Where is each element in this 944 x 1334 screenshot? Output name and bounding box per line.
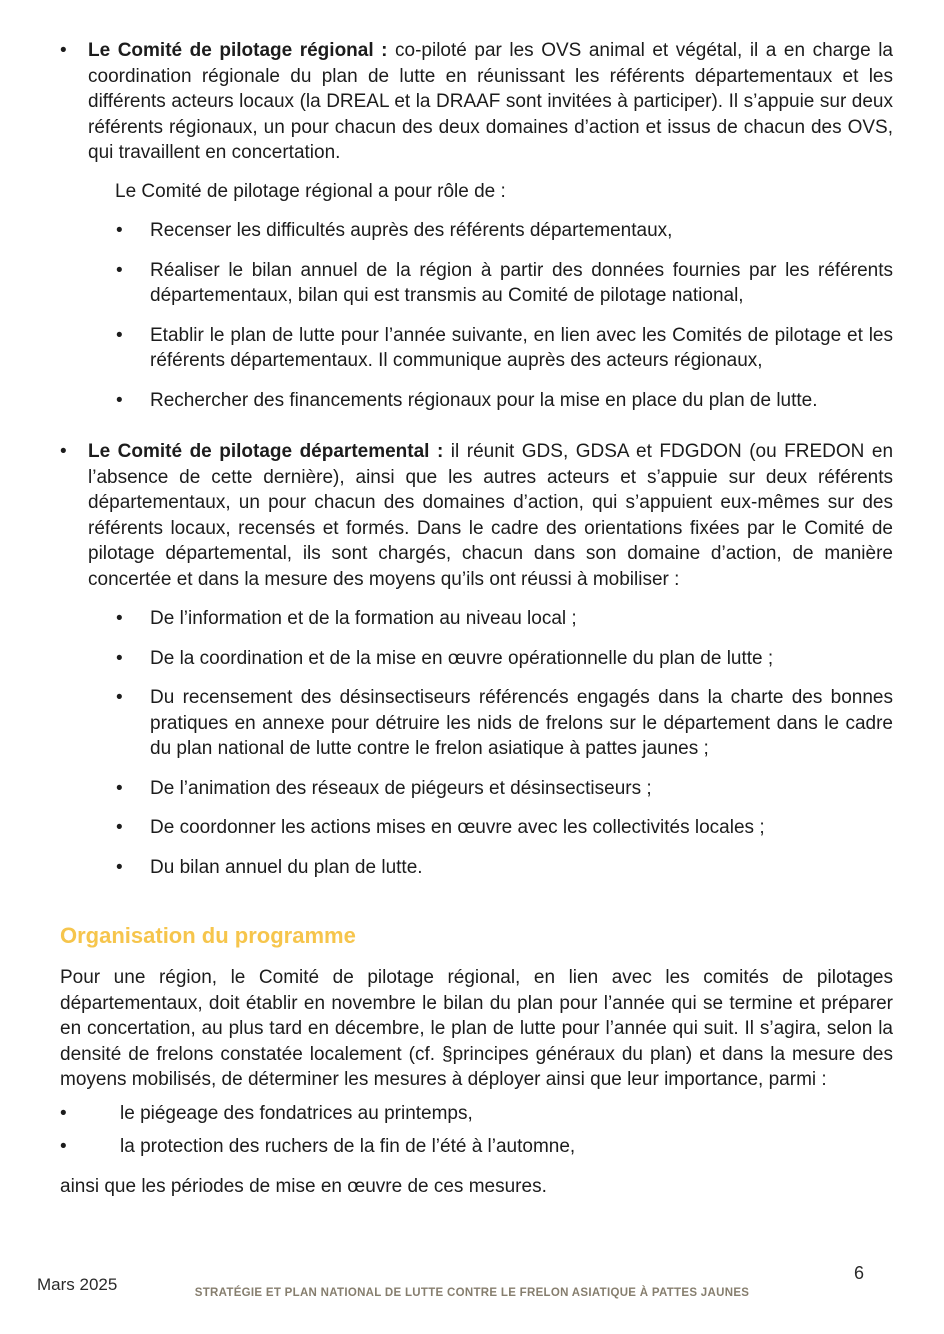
sub-item-text: De l’animation des réseaux de piégeurs et désinsectiseurs ;	[150, 777, 652, 799]
closing-sentence: ainsi que les périodes de mise en œuvre de ces mesures.	[60, 1175, 547, 1197]
list-item	[116, 606, 893, 632]
sub-item-text: Etablir le plan de lutte pour l’année suivante, en lien avec les Comités de pilotage et les référents départementaux. Il communique auprès des acteurs régionaux,	[150, 324, 893, 371]
list-item	[116, 815, 893, 841]
sub-list-departemental	[88, 606, 893, 880]
paragraph-organisation: Pour une région, le Comité de pilotage régional, en lien avec les comités de pilotages départementaux, doit établir en novembre le bilan du plan pour l’année qui se termine et préparer en concertation, au plus tard en décembre, le plan de lutte pour l’année qui suit. Il s’agira, selon la densité de frelons constatée localement (cf. §principes généraux du plan) et dans la mesure des moyens mobilisés, de déterminer les mesures à déployer ainsi que leur importance, parmi :	[60, 967, 893, 1090]
list-item	[116, 388, 893, 414]
bullet-icon: •	[116, 777, 123, 799]
paragraph-comite-regional	[88, 38, 893, 166]
section-heading-organisation: Organisation du programme	[60, 923, 356, 948]
bullet-icon: •	[116, 608, 123, 629]
bullet-icon: •	[60, 40, 67, 61]
footer-date: Mars 2025	[37, 1275, 118, 1294]
page-content	[60, 38, 893, 1218]
sub-list-regional	[88, 218, 893, 413]
bullet-icon: •	[116, 817, 123, 838]
paragraph-lead-bold: Le Comité de pilotage départemental :	[88, 441, 444, 462]
list-item	[116, 218, 893, 244]
intro-role-regional: Le Comité de pilotage régional a pour rôle de :	[115, 180, 506, 202]
list-item	[116, 685, 893, 762]
bullet-icon: •	[60, 441, 67, 462]
bullet-icon: •	[60, 1136, 67, 1157]
list-item	[60, 1101, 893, 1127]
list-item	[116, 323, 893, 374]
bullet-icon: •	[116, 647, 123, 669]
list-item-comite-regional	[60, 38, 893, 413]
measure-item-text: le piégeage des fondatrices au printemps,	[120, 1102, 473, 1124]
bullet-icon: •	[116, 259, 123, 281]
sub-item-text: Réaliser le bilan annuel de la région à partir des données fournies par les référents départementaux, bilan qui est transmis au Comité de pilotage national,	[150, 259, 893, 306]
paragraph-lead-bold: Le Comité de pilotage régional :	[88, 40, 388, 61]
bullet-icon: •	[116, 389, 123, 411]
footer-page-number: 6	[853, 1263, 864, 1283]
measure-item-text: la protection des ruchers de la fin de l’été à l’automne,	[120, 1136, 576, 1157]
paragraph-body-text: co-piloté par les OVS animal et végétal, il a en charge la coordination régionale du plan de lutte en réunissant les référents départementaux et les différents acteurs locaux (la DREAL et la DRAAF sont invitées à participer). Il s’appuie sur deux référents régionaux, un pour chacun des deux domaines d’action et issus de chacun des OVS, qui travaillent en concertation.	[88, 40, 893, 163]
sub-item-text: De coordonner les actions mises en œuvre avec les collectivités locales ;	[150, 817, 765, 838]
list-item	[60, 1134, 893, 1160]
list-item	[116, 258, 893, 309]
top-level-list	[60, 38, 893, 880]
sub-item-text: Recenser les difficultés auprès des référents départementaux,	[150, 220, 673, 241]
bullet-icon: •	[116, 324, 123, 346]
sub-item-text: De l’information et de la formation au niveau local ;	[150, 608, 577, 629]
paragraph-body-text: il réunit GDS, GDSA et FDGDON (ou FREDON en l’absence de cette dernière), ainsi que les autres acteurs et s’appuie sur deux référents départementaux, un pour chacun des domaines d’action, qui s’appuient eux-mêmes sur des référents locaux, recensés et formés. Dans le cadre des orientations fixées par le Comité de pilotage départemental, ils sont chargés, chacun dans son domaine d’action, de manière concertée et dans la mesure des moyens qu’ils ont réussi à mobiliser :	[88, 441, 894, 590]
paragraph-comite-departemental	[88, 439, 893, 592]
bullet-icon: •	[116, 220, 123, 241]
sub-item-text: Du recensement des désinsectiseurs référencés engagés dans la charte des bonnes pratiques en annexe pour détruire les nids de frelons sur le département dans le cadre du plan national de lutte contre le frelon asiatique à pattes jaunes ;	[150, 687, 893, 759]
footer-document-title: STRATÉGIE ET PLAN NATIONAL DE LUTTE CONTRE LE FRELON ASIATIQUE À PATTES JAUNES	[194, 1287, 750, 1299]
sub-item-text: Du bilan annuel du plan de lutte.	[150, 856, 423, 878]
list-item	[116, 776, 893, 802]
bullet-icon: •	[60, 1102, 67, 1124]
sub-item-text: De la coordination et de la mise en œuvre opérationnelle du plan de lutte ;	[150, 647, 774, 669]
list-item	[116, 855, 893, 881]
sub-item-text: Rechercher des financements régionaux pour la mise en place du plan de lutte.	[150, 389, 818, 411]
bullet-icon: •	[116, 687, 123, 708]
measures-list	[60, 1101, 893, 1160]
list-item	[116, 646, 893, 672]
list-item-comite-departemental	[60, 439, 893, 880]
bullet-icon: •	[116, 856, 123, 878]
